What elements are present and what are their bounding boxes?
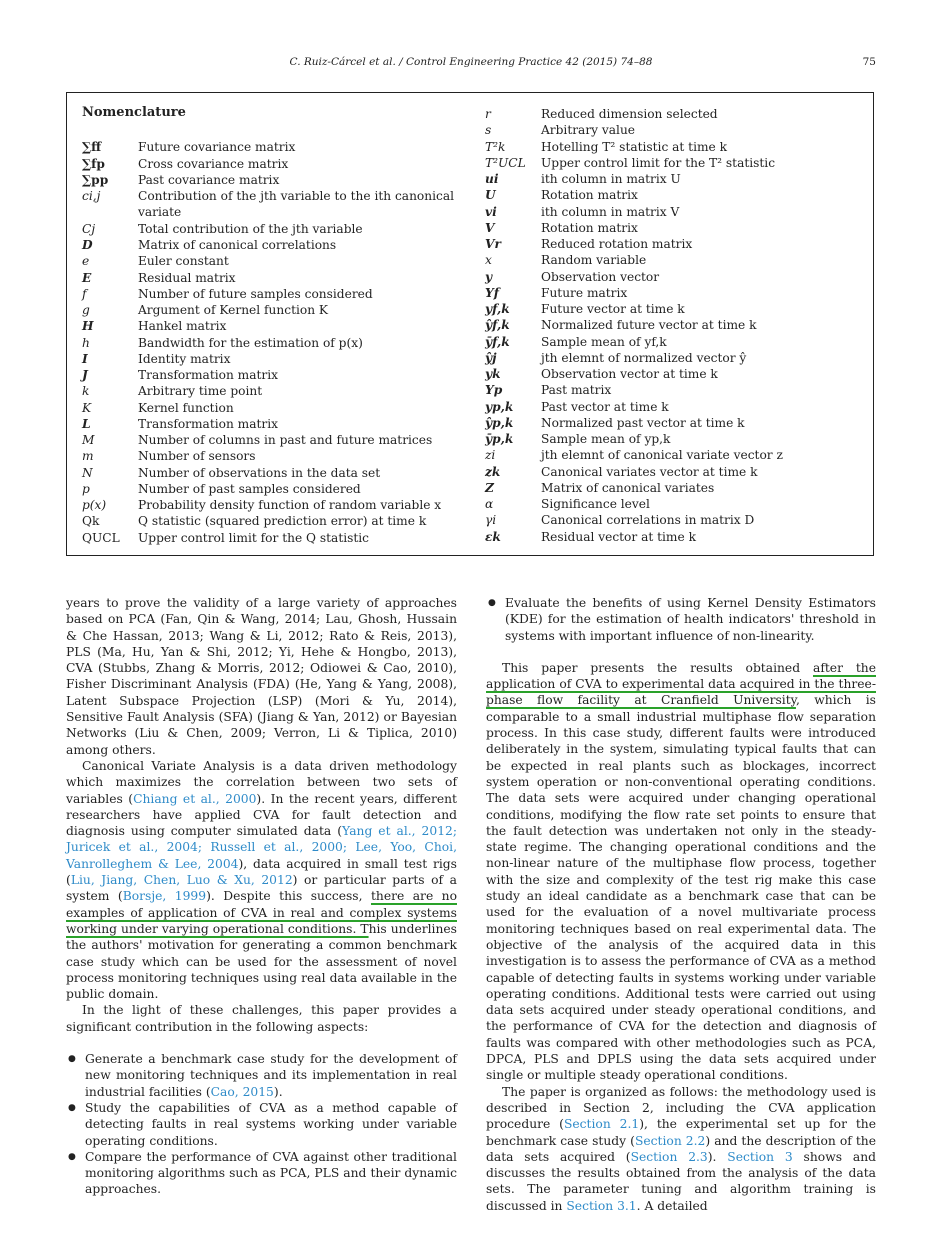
nom-symbol: p <box>82 482 90 496</box>
paragraph <box>486 660 876 1084</box>
nom-symbol: I <box>82 352 88 366</box>
nom-symbol: L <box>82 417 91 431</box>
nomenclature-box <box>66 92 874 556</box>
text-run: his underlines the authors' motivation for generating a common benchmark case study which can be used for the assessment of novel process monitoring techniques using real data available in the public domain. <box>66 921 457 1002</box>
spacer <box>486 644 876 660</box>
nom-desc: Canonical variates vector at time k <box>541 465 758 479</box>
paragraph <box>66 758 457 1002</box>
nom-symbol: f <box>82 287 87 301</box>
running-head: C. Ruiz-Cárcel et al. / Control Engineering Practice 42 (2015) 74–88 <box>289 56 653 68</box>
nom-symbol: Cj <box>82 222 96 236</box>
nom-desc: Random variable <box>541 253 647 267</box>
text-run: This paper presents the results obtained <box>502 660 813 675</box>
nom-symbol: H <box>82 319 94 333</box>
page-header <box>66 56 876 72</box>
nom-symbol: ŷp,k <box>485 416 514 430</box>
nomenclature-title: Nomenclature <box>82 105 186 120</box>
nom-symbol: Vr <box>485 237 501 251</box>
text-run: Generate a benchmark case study for the development of new monitoring techniques and its implementation in real industrial facilities ( <box>85 1052 457 1099</box>
nom-symbol: D <box>82 238 93 252</box>
nom-symbol: α <box>485 497 494 511</box>
nom-desc: Identity matrix <box>138 352 231 366</box>
nom-desc: Upper control limit for the T² statistic <box>541 156 776 170</box>
nom-symbol: Z <box>485 481 494 495</box>
nom-desc: Rotation matrix <box>541 188 638 202</box>
text-run: ). Despite this success, <box>206 889 371 904</box>
nom-symbol: T²UCL <box>485 156 526 170</box>
text-run: . A detailed <box>636 1198 708 1213</box>
right-column-text <box>486 595 876 1214</box>
section-link[interactable]: Section 2.3 <box>630 1149 708 1164</box>
nom-symbol: M <box>82 433 95 447</box>
nom-symbol: ȳp,k <box>485 432 514 446</box>
nom-symbol: J <box>82 368 88 382</box>
spacer <box>66 1035 457 1051</box>
nom-desc: Matrix of canonical correlations <box>138 238 337 252</box>
nom-symbol: N <box>82 466 93 480</box>
nom-desc: Observation vector <box>541 270 660 284</box>
section-link[interactable]: Section 3 <box>727 1149 793 1164</box>
nom-desc: Past covariance matrix <box>138 173 280 187</box>
nom-desc: Matrix of canonical variates <box>541 481 715 495</box>
text-run: , which is comparable to a small industrial multiphase flow separation process. In this case study, different faults were introduced deliberately in the system, simulating typical faults that can be expected in real plants such as blockages, incorrect system operation or non-conventional operating conditions. The data sets were acquired under changing operational conditions, modifying the flow rate set points to ensure that the fault detection was undertaken not only in the steady-state regime. The changing operational conditions and the non-linear nature of the multiphase flow process, together with the size and complexity of the test rig make this case study an ideal candidate as a benchmark case that can be used for the evaluation of a novel multivariate process monitoring techniques based on real experimental data. The objective of the analysis of the acquired data in this investigation is to assess the performance of CVA as a method capable of detecting faults in systems working under variable operating conditions. Additional tests were carried out using data sets acquired under steady operational conditions, and the performance of CVA for the detection and diagnosis of faults was compared with other methodologies such as PCA, DPCA, PLS and DPLS using the data sets acquired under single or multiple steady operational conditions. <box>486 693 876 1083</box>
citation-link[interactable]: Liu, Jiang, Chen, Luo & Xu, 2012 <box>70 873 293 888</box>
nom-desc: Argument of Kernel function K <box>138 303 329 317</box>
nom-symbol: e <box>82 254 90 268</box>
nom-symbol: ŷf,k <box>485 318 510 332</box>
nom-desc: Reduced dimension selected <box>541 107 718 121</box>
nom-desc: Number of future samples considered <box>138 287 373 301</box>
nom-desc: Probability density function of random variable x <box>138 498 442 512</box>
nom-symbol: ∑fp <box>82 157 105 171</box>
nom-desc: Number of past samples considered <box>138 482 361 496</box>
nom-symbol: γi <box>485 513 497 527</box>
nom-symbol: Yf <box>485 286 499 300</box>
nom-desc: Q statistic (squared prediction error) at time k <box>138 514 427 528</box>
nom-desc: Past vector at time k <box>541 400 669 414</box>
nom-desc: Future matrix <box>541 286 628 300</box>
text-run: ), data acquired in small test rigs ( <box>66 856 457 888</box>
nom-symbol: k <box>82 384 90 398</box>
nom-symbol: m <box>82 449 94 463</box>
nom-desc: Significance level <box>541 497 650 511</box>
paragraph <box>486 1084 876 1214</box>
text-run: ). In the recent years, different researchers have applied CVA for fault detection and diagnosis using computer simulated data ( <box>66 791 457 839</box>
nom-desc: Past matrix <box>541 383 612 397</box>
nom-desc: Transformation matrix <box>138 368 278 382</box>
nom-desc: Upper control limit for the Q statistic <box>138 531 369 545</box>
nom-desc: Hankel matrix <box>138 319 227 333</box>
nom-desc: Number of columns in past and future matrices <box>138 433 433 447</box>
paragraph: years to prove the validity of a large variety of approaches based on PCA (Fan, Qin & Wang, 2014; Lau, Ghosh, Hussain & Che Hassan, 2013; Wang & Li, 2012; Rato & Reis, 2013), PLS (Ma, Hu, Yan & Shi, 2012; Yi, Hehe & Hongbo, 2013), CVA (Stubbs, Zhang & Morris, 2012; Odiowei & Cao, 2010), Fisher Discriminant Analysis (FDA) (He, Yang & Yang, 2008), Latent Subspace Projection (LSP) (Mori & Yu, 2014), Sensitive Fault Analysis (SFA) (Jiang & Yan, 2012) or Bayesian Networks (Liu & Chen, 2009; Verron, Li & Tiplica, 2010) among others. <box>66 596 457 757</box>
nom-symbol: ∑pp <box>82 173 109 187</box>
nom-symbol: yk <box>485 367 501 381</box>
nom-symbol: ŷj <box>485 351 497 365</box>
citation-link[interactable]: Chiang et al., 2000 <box>133 791 257 806</box>
nom-desc: Canonical correlations in matrix D <box>541 513 755 527</box>
contribution-list-continued <box>486 595 876 644</box>
nom-symbol: E <box>82 271 92 285</box>
nom-symbol: QUCL <box>82 531 120 545</box>
nom-desc: Number of sensors <box>138 449 256 463</box>
highlighted-text: there are no examples of application of CVA in real and complex systems working under varying operational conditions. T <box>66 889 457 936</box>
nom-desc: Transformation matrix <box>138 417 278 431</box>
nom-symbol: yp,k <box>485 400 514 414</box>
left-column-text <box>66 595 457 1198</box>
nom-desc: Arbitrary time point <box>138 384 263 398</box>
nom-desc: Reduced rotation matrix <box>541 237 693 251</box>
list-item <box>66 1051 457 1100</box>
list-item: ● Evaluate the benefits of using Kernel Density Estimators (KDE) for the estimation of health indicators' threshold in systems with important influence of non-linearity. <box>486 595 876 644</box>
citation-link[interactable]: Borsje, 1999 <box>122 889 207 904</box>
nom-symbol: p(x) <box>82 498 107 512</box>
highlighted-text: after the application of CVA to experimental data acquired in the three-phase flow facility at Cranfield University <box>486 660 876 708</box>
nom-desc: Kernel function <box>138 401 234 415</box>
nom-desc: Residual vector at time k <box>541 530 696 544</box>
nom-desc: jth elemnt of canonical variate vector z <box>541 448 783 462</box>
section-link[interactable]: Section 3.1 <box>566 1198 637 1213</box>
nom-desc: Arbitrary value <box>541 123 636 137</box>
citation-link[interactable]: Cao, 2015 <box>210 1084 274 1099</box>
nom-symbol: zi <box>485 448 496 462</box>
nom-desc: Total contribution of the jth variable <box>138 222 363 236</box>
nom-symbol: V <box>485 221 495 235</box>
list-item: ● Compare the performance of CVA against other traditional monitoring algorithms such as PCA, PLS and their dynamic approaches. <box>66 1149 457 1198</box>
nom-desc: Euler constant <box>138 254 229 268</box>
nom-desc: Sample mean of yp,k <box>541 432 671 446</box>
nom-desc: Rotation matrix <box>541 221 638 235</box>
nom-symbol: s <box>485 123 492 137</box>
nom-desc: Future vector at time k <box>541 302 685 316</box>
text-run: ). <box>273 1084 283 1099</box>
text-run: ). <box>707 1149 728 1164</box>
nom-desc: Normalized past vector at time k <box>541 416 745 430</box>
nom-desc: Hotelling T² statistic at time k <box>541 140 728 154</box>
nom-symbol: K <box>82 401 92 415</box>
text-run: ) or particular parts of a system ( <box>66 873 457 904</box>
page-number: 75 <box>862 56 876 68</box>
nom-symbol: T²k <box>485 140 506 154</box>
nom-symbol: h <box>82 336 90 350</box>
nom-desc: ith column in matrix U <box>541 172 681 186</box>
nom-symbol: Qk <box>82 514 100 528</box>
text-run: The paper is organized as follows: the methodology used is described in Section 2, including the CVA application procedure ( <box>486 1084 876 1132</box>
nom-symbol: y <box>485 270 493 284</box>
text-run: Canonical Variate Analysis is a data driven methodology which maximizes the correlation between two sets of variables ( <box>66 758 457 806</box>
nom-symbol: yf,k <box>485 302 510 316</box>
nom-symbol: ∑ff <box>82 140 102 154</box>
text-run: shows and discusses the results obtained from the analysis of the data sets. The parameter tuning and algorithm training is discussed in <box>486 1149 876 1213</box>
nom-symbol: x <box>485 253 492 267</box>
citation-link[interactable]: Yang et al., 2012; Juricek et al., 2004; Russell et al., 2000; Lee, Yoo, Choi, Vanrolleghem & Lee, 2004 <box>66 824 457 871</box>
nom-desc: Normalized future vector at time k <box>541 318 757 332</box>
nom-desc: Residual matrix <box>138 271 236 285</box>
nom-desc: jth elemnt of normalized vector ŷ <box>541 351 747 365</box>
nom-symbol: zk <box>485 465 501 479</box>
nom-symbol: U <box>485 188 496 202</box>
nom-symbol: r <box>485 107 491 121</box>
nom-desc: Cross covariance matrix <box>138 157 289 171</box>
nom-desc: ith column in matrix V <box>541 205 680 219</box>
section-link[interactable]: Section 2.1 <box>563 1117 640 1132</box>
nom-symbol: Yp <box>485 383 503 397</box>
nom-symbol: ȳf,k <box>485 335 510 349</box>
list-item: ● Study the capabilities of CVA as a method capable of detecting faults in real systems working under variable operating conditions. <box>66 1100 457 1149</box>
section-link[interactable]: Section 2.2 <box>634 1133 706 1148</box>
nom-symbol: ui <box>485 172 499 186</box>
nom-desc: Bandwidth for the estimation of p(x) <box>138 336 363 350</box>
nom-symbol: εk <box>485 530 501 544</box>
text-run: ) and the description of the data sets acquired ( <box>486 1133 876 1164</box>
paragraph: In the light of these challenges, this paper provides a significant contribution in the following aspects: <box>66 1003 457 1034</box>
text-run: ), the experimental set up for the benchmark case study ( <box>486 1117 876 1148</box>
nom-desc: Observation vector at time k <box>541 367 718 381</box>
nom-symbol: ci,j <box>82 189 101 203</box>
nom-desc: Sample mean of yf,k <box>541 335 667 349</box>
contribution-list <box>66 1051 457 1198</box>
nom-desc: Number of observations in the data set <box>138 466 381 480</box>
nom-symbol: vi <box>485 205 497 219</box>
nom-desc: Contribution of the jth variable to the ith canonical variate <box>138 189 455 220</box>
nom-symbol: g <box>82 303 90 317</box>
nom-desc: Future covariance matrix <box>138 140 296 154</box>
